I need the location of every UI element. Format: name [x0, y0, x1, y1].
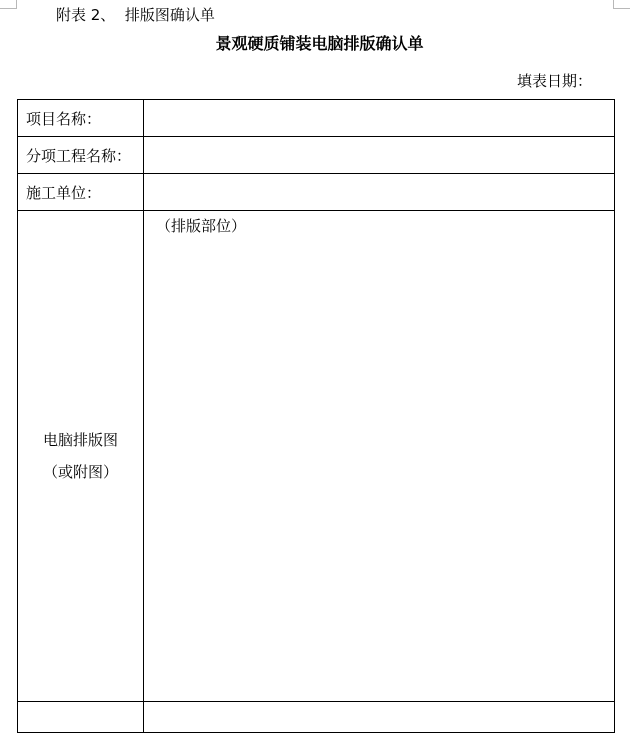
project-name-field[interactable]: [144, 100, 615, 137]
project-name-row: [18, 100, 615, 137]
project-name-label: 项目名称：: [18, 100, 144, 137]
layout-drawing-row: [18, 211, 615, 702]
appendix-heading: 附表 2、 排版图确认单: [56, 6, 215, 24]
fill-date-label: 填表日期：: [516, 72, 592, 90]
construction-unit-row: [18, 174, 615, 211]
layout-position-hint: （排版部位）: [156, 217, 247, 235]
next-row-label-cell: [18, 702, 144, 733]
crop-mark-right: [613, 0, 630, 9]
construction-unit-field[interactable]: [144, 174, 615, 211]
layout-drawing-label: [18, 211, 144, 702]
next-row-value-cell[interactable]: [144, 702, 615, 733]
subproject-name-label: 分项工程名称：: [18, 137, 144, 174]
layout-label-line2: （或附图）: [42, 463, 118, 481]
subproject-name-row: [18, 137, 615, 174]
construction-unit-label: 施工单位：: [18, 174, 144, 211]
layout-label-line1: 电脑排版图: [42, 431, 118, 449]
form-title: 景观硬质铺装电脑排版确认单: [215, 34, 424, 53]
crop-mark-left: [0, 0, 17, 9]
subproject-name-field[interactable]: [144, 137, 615, 174]
next-row-partial: [18, 702, 615, 733]
confirmation-form-table: [17, 99, 615, 733]
layout-drawing-field[interactable]: [144, 211, 615, 702]
